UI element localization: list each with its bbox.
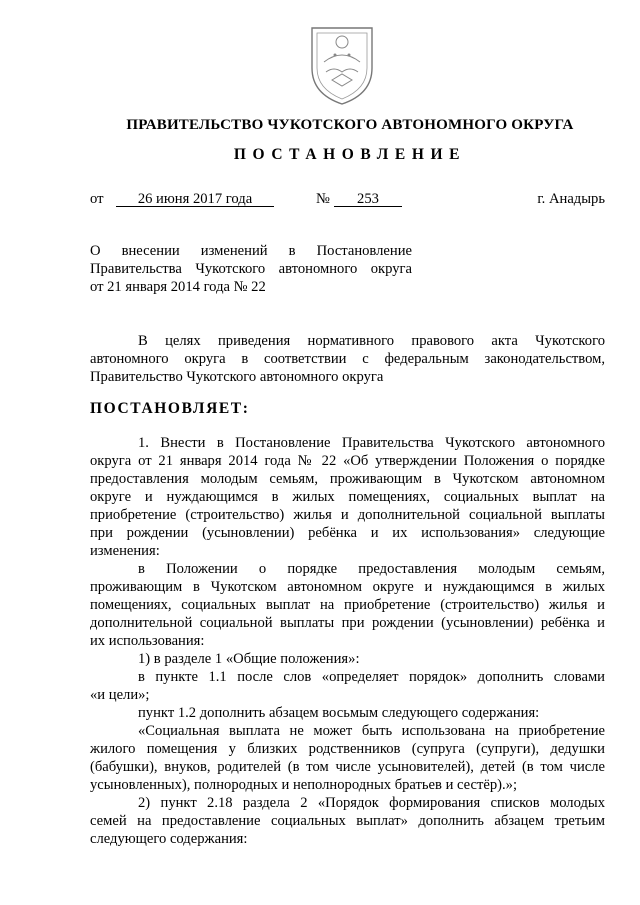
body-line: в пункте 1.1 после слов «определяет порядок» дополнить словами — [138, 669, 605, 685]
body-line: изменения: — [90, 543, 160, 559]
body-line: семей на предоставление социальных выплат» дополнить абзацем третьим — [90, 813, 605, 829]
body-line: дополнительной социальной выплаты при рождении (усыновлении) ребёнка и — [90, 615, 605, 631]
body-line: жилого помещения у близких родственников (супруга (супруги), дедушки — [90, 741, 605, 757]
body-line: помещениях, социальных выплат на приобретение (строительство) жилья и — [90, 597, 605, 613]
subject-line: от 21 января 2014 года № 22 — [90, 279, 266, 295]
resolve-heading: ПОСТАНОВЛЯЕТ: — [90, 400, 250, 417]
body-line: пункт 1.2 дополнить абзацем восьмым следующего содержания: — [138, 705, 540, 721]
preamble-line: автономного округа в соответствии с федеральным законодательством, — [90, 351, 605, 367]
body-line: 1. Внести в Постановление Правительства Чукотского автономного — [138, 435, 605, 451]
date-value: 26 июня 2017 года — [116, 190, 274, 207]
body-line: предоставления молодым семьям, проживающим в Чукотском автономном — [90, 471, 605, 487]
preamble-line: Правительство Чукотского автономного округа — [90, 369, 384, 385]
preamble-line: В целях приведения нормативного правового акта Чукотского — [138, 333, 605, 349]
body-line: в Положении о порядке предоставления молодым семьям, — [138, 561, 605, 577]
body-line: округе и нуждающимся в жилых помещениях, социальных выплат на — [90, 489, 605, 505]
number-prefix: № — [316, 191, 330, 207]
body-line: приобретение (строительство) жилья и дополнительной социальной выплаты — [90, 507, 605, 523]
government-title: ПРАВИТЕЛЬСТВО ЧУКОТСКОГО АВТОНОМНОГО ОКРУГА — [126, 117, 574, 133]
body-line: «Социальная выплата не может быть использована на приобретение — [138, 723, 605, 739]
body-line: усыновленных), полнородных и неполнородных братьев и сестёр).»; — [90, 777, 518, 793]
body-line: 1) в разделе 1 «Общие положения»: — [138, 651, 360, 667]
body-line: «и цели»; — [90, 687, 150, 703]
preamble — [90, 332, 605, 386]
document-type: ПОСТАНОВЛЕНИЕ — [233, 146, 467, 163]
subject-line: Правительства Чукотского автономного округа — [90, 261, 412, 277]
resolution-text — [90, 434, 605, 848]
document-meta — [90, 190, 605, 210]
city-name: г. Анадырь — [537, 191, 605, 207]
body-line: 2) пункт 2.18 раздела 2 «Порядок формирования списков молодых — [138, 795, 605, 811]
subject-line: О внесении изменений в Постановление — [90, 243, 412, 259]
body-line: округа от 21 января 2014 года № 22 «Об утверждении Положения о порядке — [90, 453, 605, 469]
date-prefix: от — [90, 191, 104, 207]
coat-of-arms-icon — [304, 22, 380, 108]
body-line: их использования: — [90, 633, 205, 649]
body-line: следующего содержания: — [90, 831, 248, 847]
body-line: проживающим в Чукотском автономном округе и нуждающимся в жилых — [90, 579, 605, 595]
body-line: (бабушки), внуков, родителей (в том числе усыновителей), детей (в том числе — [90, 759, 605, 775]
document-subject — [90, 242, 412, 296]
body-line: при рождении (усыновлении) ребёнка и их использования» следующие — [90, 525, 605, 541]
number-value: 253 — [334, 190, 402, 207]
